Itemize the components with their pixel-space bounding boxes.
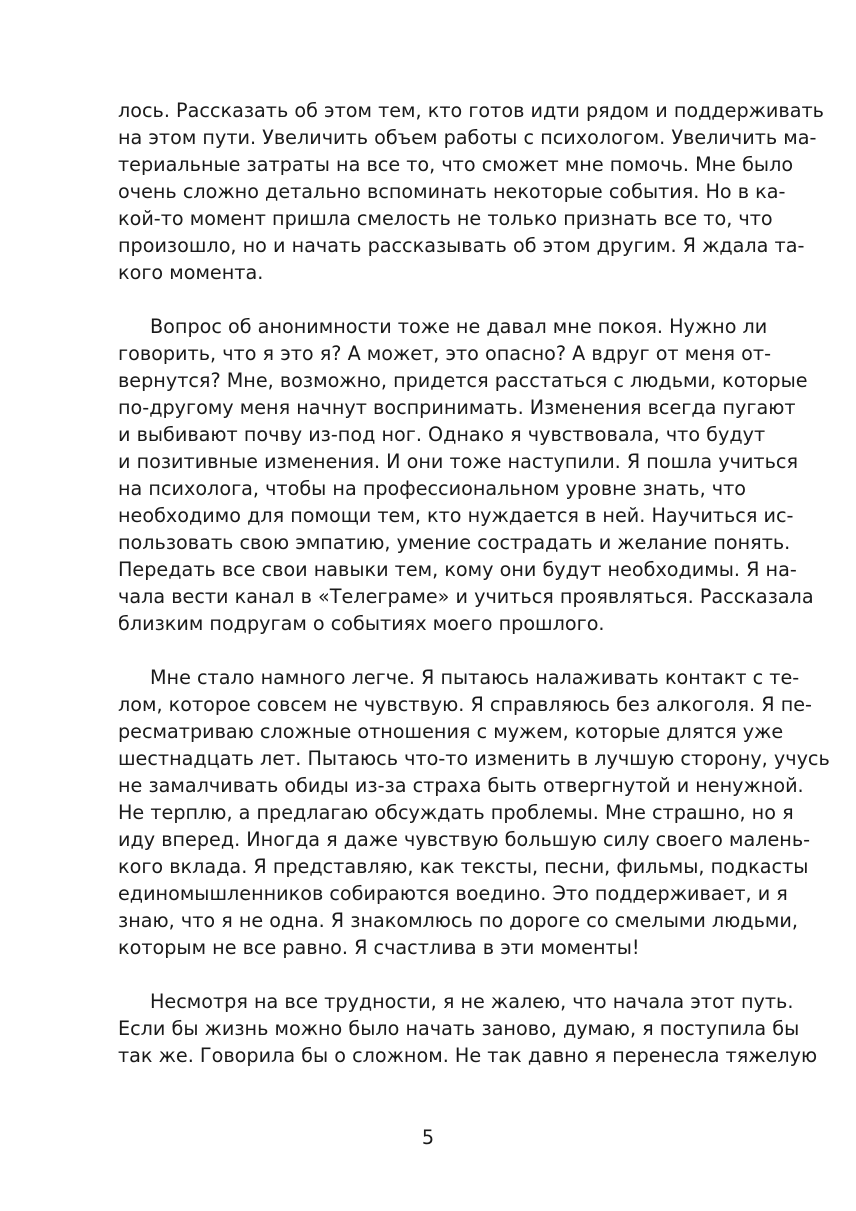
text-line: на психолога, чтобы на профессиональном уровне знать, что xyxy=(118,477,747,500)
text-line: знаю, что я не одна. Я знакомлюсь по дороге со смелыми людьми, xyxy=(118,909,798,932)
page-number: 5 xyxy=(421,1126,435,1149)
text-line: лом, которое совсем не чувствую. Я справляюсь без алкоголя. Я пе- xyxy=(118,693,812,716)
paragraph-1 xyxy=(118,97,824,286)
text-line: пользовать свою эмпатию, умение сострадать и желание понять. xyxy=(118,531,791,554)
text-line: произошло, но и начать рассказывать об этом другим. Я ждала та- xyxy=(118,234,805,257)
text-line-first: Мне стало намного легче. Я пытаюсь налаживать контакт с те- xyxy=(150,666,800,689)
text-line: так же. Говорила бы о сложном. Не так давно я перенесла тяжелую xyxy=(118,1044,818,1067)
text-line-last: которым не все равно. Я счастлива в эти моменты! xyxy=(118,936,640,959)
text-line: кой-то момент пришла смелость не только признать все то, что xyxy=(118,207,773,230)
text-line-last: близким подругам о событиях моего прошлого. xyxy=(118,612,605,635)
text-line: не замалчивать обиды из-за страха быть отвергнутой и ненужной. xyxy=(118,774,804,797)
text-line: ресматриваю сложные отношения с мужем, которые длятся уже xyxy=(118,720,784,743)
text-line-first: Несмотря на все трудности, я не жалею, что начала этот путь. xyxy=(150,990,794,1013)
text-line: иду вперед. Иногда я даже чувствую большую силу своего малень- xyxy=(118,828,811,851)
text-line: териальные затраты на все то, что сможет мне помочь. Мне было xyxy=(118,153,794,176)
text-line: Если бы жизнь можно было начать заново, думаю, я поступила бы xyxy=(118,1017,800,1040)
paragraph-3 xyxy=(118,664,830,961)
text-line: по-другому меня начнут воспринимать. Изменения всегда пугают xyxy=(118,396,796,419)
paragraph-2 xyxy=(118,313,814,637)
page-body xyxy=(118,97,830,1069)
paragraph-gap xyxy=(118,286,738,313)
text-line: шестнадцать лет. Пытаюсь что-то изменить в лучшую сторону, учусь xyxy=(118,747,830,770)
text-line: вернутся? Мне, возможно, придется расстаться с людьми, которые xyxy=(118,369,808,392)
text-line: на этом пути. Увеличить объем работы с психологом. Увеличить ма- xyxy=(118,126,817,149)
text-line: единомышленников собираются воедино. Это поддерживает, и я xyxy=(118,882,788,905)
text-line: Передать все свои навыки тем, кому они будут необходимы. Я на- xyxy=(118,558,797,581)
text-line-last: кого момента. xyxy=(118,261,264,284)
text-line: очень сложно детально вспоминать некоторые события. Но в ка- xyxy=(118,180,786,203)
text-line: необходимо для помощи тем, кто нуждается в ней. Научиться ис- xyxy=(118,504,794,527)
text-line: и выбивают почву из-под ног. Однако я чувствовала, что будут xyxy=(118,423,766,446)
text-line-first: Вопрос об анонимности тоже не давал мне покоя. Нужно ли xyxy=(150,315,768,338)
text-line: Не терплю, а предлагаю обсуждать проблемы. Мне страшно, но я xyxy=(118,801,794,824)
paragraph-gap xyxy=(118,961,738,988)
text-line: говорить, что я это я? А может, это опасно? А вдруг от меня от- xyxy=(118,342,772,365)
text-line: чала вести канал в «Телеграме» и учиться проявляться. Рассказала xyxy=(118,585,814,608)
text-line: кого вклада. Я представляю, как тексты, песни, фильмы, подкасты xyxy=(118,855,809,878)
text-line: и позитивные изменения. И они тоже наступили. Я пошла учиться xyxy=(118,450,799,473)
paragraph-gap xyxy=(118,637,738,664)
paragraph-4 xyxy=(118,988,818,1069)
text-line: лось. Рассказать об этом тем, кто готов идти рядом и поддерживать xyxy=(118,99,824,122)
